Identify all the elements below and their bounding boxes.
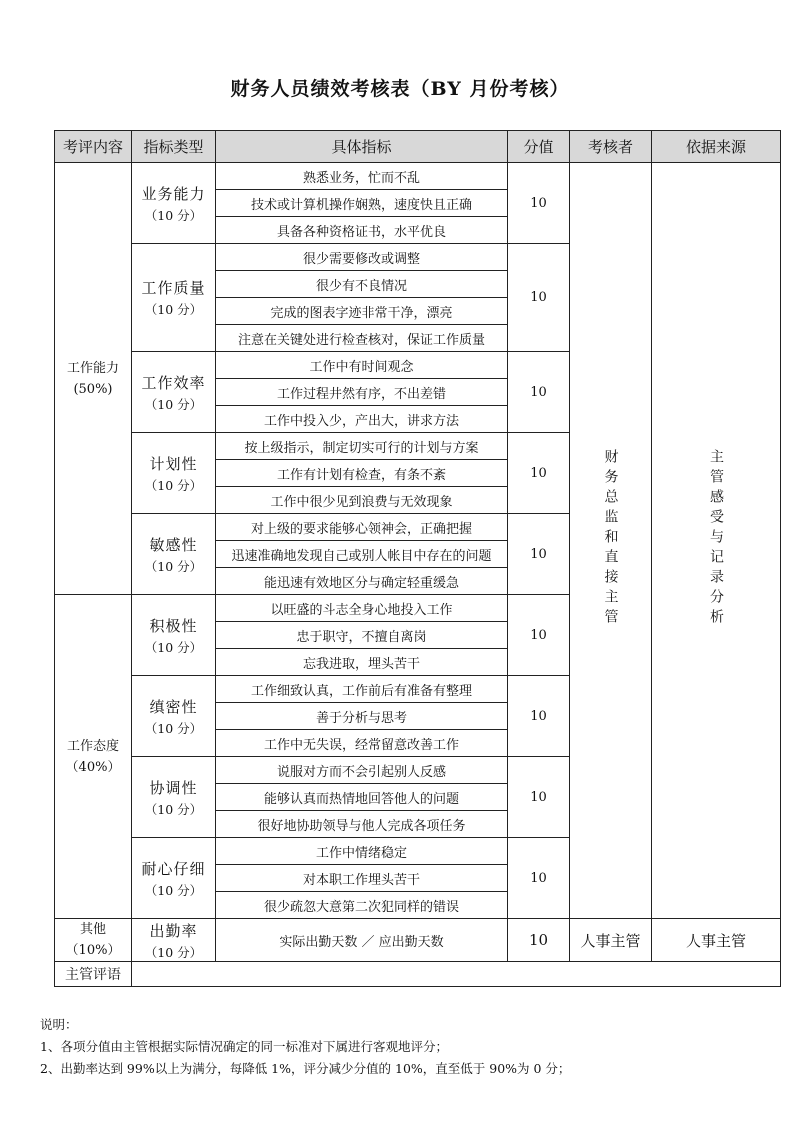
points-cell: 10 xyxy=(508,163,570,244)
indicator-cell: 很少需要修改或调整 xyxy=(216,244,508,271)
table-row xyxy=(55,962,781,987)
evaluator-cell xyxy=(570,163,652,919)
points-cell: 10 xyxy=(508,757,570,838)
type-name: 出勤率 xyxy=(149,921,198,940)
source-text: 主管感受与记录分析 xyxy=(708,448,724,629)
type-cell xyxy=(132,433,216,514)
evaluator-text: 财务总监和直接主管 xyxy=(602,448,619,629)
indicator-cell: 工作中有时间观念 xyxy=(216,352,508,379)
header-cell: 指标类型 xyxy=(132,131,216,163)
points-cell: 10 xyxy=(508,433,570,514)
points-cell: 10 xyxy=(508,595,570,676)
category-percent: （40%） xyxy=(65,759,121,775)
category-name: 工作能力 xyxy=(66,360,119,376)
points-cell: 10 xyxy=(508,514,570,595)
indicator-cell: 忘我进取，埋头苦干 xyxy=(216,649,508,676)
indicator-cell: 完成的图表字迹非常干净，漂亮 xyxy=(216,298,508,325)
type-score: （10 分） xyxy=(144,558,203,574)
indicator-cell: 工作中情绪稳定 xyxy=(216,838,508,865)
category-name: 其他 xyxy=(79,922,106,937)
type-name: 缜密性 xyxy=(149,697,198,716)
points-cell: 10 xyxy=(508,676,570,757)
indicator-cell: 很少疏忽大意第二次犯同样的错误 xyxy=(216,892,508,919)
indicator-cell: 工作中无失误，经常留意改善工作 xyxy=(216,730,508,757)
indicator-cell: 注意在关键处进行检查核对，保证工作质量 xyxy=(216,325,508,352)
type-score: （10 分） xyxy=(144,477,203,493)
table-body xyxy=(55,163,781,987)
indicator-cell: 按上级指示，制定切实可行的计划与方案 xyxy=(216,433,508,460)
indicator-cell: 对本职工作埋头苦干 xyxy=(216,865,508,892)
indicator-cell: 工作细致认真，工作前后有准备有整理 xyxy=(216,676,508,703)
indicator-cell: 以旺盛的斗志全身心地投入工作 xyxy=(216,595,508,622)
points-cell: 10 xyxy=(508,919,570,962)
category-percent: （10%） xyxy=(65,943,121,958)
note-line: 1、各项分值由主管根据实际情况确定的同一标准对下属进行客观地评分； xyxy=(40,1039,448,1054)
type-cell xyxy=(132,838,216,919)
type-cell xyxy=(132,757,216,838)
indicator-cell: 工作中投入少，产出大，讲求方法 xyxy=(216,406,508,433)
type-cell xyxy=(132,514,216,595)
type-score: （10 分） xyxy=(144,944,203,960)
type-name: 敏感性 xyxy=(149,535,198,554)
note-line: 说明： xyxy=(40,1017,78,1032)
type-score: （10 分） xyxy=(144,639,203,655)
table-row xyxy=(55,919,781,962)
points-cell: 10 xyxy=(508,838,570,919)
indicator-cell: 实际出勤天数 ／ 应出勤天数 xyxy=(216,919,508,962)
category-cell xyxy=(55,919,132,962)
category-cell xyxy=(55,595,132,919)
indicator-cell: 善于分析与思考 xyxy=(216,703,508,730)
notes xyxy=(40,1014,570,1080)
page-title: 财务人员绩效考核表（BY 月份考核） xyxy=(230,78,570,100)
type-score: （10 分） xyxy=(144,801,203,817)
table-row xyxy=(55,163,781,190)
source-cell xyxy=(652,163,781,919)
header-cell: 考核者 xyxy=(570,131,652,163)
indicator-cell: 工作有计划有检查，有条不紊 xyxy=(216,460,508,487)
type-name: 工作效率 xyxy=(141,373,206,392)
indicator-cell: 迅速准确地发现自己或别人帐目中存在的问题 xyxy=(216,541,508,568)
indicator-cell: 熟悉业务，忙而不乱 xyxy=(216,163,508,190)
type-cell xyxy=(132,595,216,676)
indicator-cell: 技术或计算机操作娴熟，速度快且正确 xyxy=(216,190,508,217)
type-score: （10 分） xyxy=(144,396,203,412)
type-cell xyxy=(132,919,216,962)
indicator-cell: 具备各种资格证书，水平优良 xyxy=(216,217,508,244)
type-name: 工作质量 xyxy=(141,279,206,297)
type-name: 耐心仔细 xyxy=(141,859,206,878)
points-cell: 10 xyxy=(508,352,570,433)
type-cell xyxy=(132,163,216,244)
header-row xyxy=(55,131,781,163)
indicator-cell: 忠于职守，不擅自离岗 xyxy=(216,622,508,649)
type-score: （10 分） xyxy=(144,207,203,223)
category-percent: (50%) xyxy=(73,381,113,397)
performance-table xyxy=(54,130,781,987)
type-cell xyxy=(132,352,216,433)
type-name: 积极性 xyxy=(149,616,198,635)
indicator-cell: 能够认真而热情地回答他人的问题 xyxy=(216,784,508,811)
type-name: 计划性 xyxy=(149,454,198,473)
type-score: （10 分） xyxy=(144,720,203,736)
type-score: （10 分） xyxy=(144,302,203,317)
remark-label: 主管评语 xyxy=(55,962,132,987)
indicator-cell: 很少有不良情况 xyxy=(216,271,508,298)
evaluator-cell: 人事主管 xyxy=(570,919,652,962)
indicator-cell: 能迅速有效地区分与确定轻重缓急 xyxy=(216,568,508,595)
header-cell: 具体指标 xyxy=(216,131,508,163)
indicator-cell: 对上级的要求能够心领神会，正确把握 xyxy=(216,514,508,541)
remark-field xyxy=(132,962,781,987)
header-cell: 依据来源 xyxy=(652,131,781,163)
indicator-cell: 说服对方而不会引起别人反感 xyxy=(216,757,508,784)
category-name: 工作态度 xyxy=(66,738,119,754)
indicator-cell: 工作中很少见到浪费与无效现象 xyxy=(216,487,508,514)
header-cell: 考评内容 xyxy=(55,131,132,163)
type-score: （10 分） xyxy=(144,882,203,898)
type-name: 协调性 xyxy=(149,778,198,797)
type-cell xyxy=(132,676,216,757)
category-cell xyxy=(55,163,132,595)
points-cell: 10 xyxy=(508,244,570,352)
header-cell: 分值 xyxy=(508,131,570,163)
source-cell: 人事主管 xyxy=(652,919,781,962)
indicator-cell: 工作过程井然有序，不出差错 xyxy=(216,379,508,406)
type-cell xyxy=(132,244,216,352)
type-name: 业务能力 xyxy=(141,184,206,203)
note-line: 2、出勤率达到 99%以上为满分，每降低 1%，评分减少分值的 10%，直至低于 90%为 0 分； xyxy=(40,1061,571,1076)
indicator-cell: 很好地协助领导与他人完成各项任务 xyxy=(216,811,508,838)
